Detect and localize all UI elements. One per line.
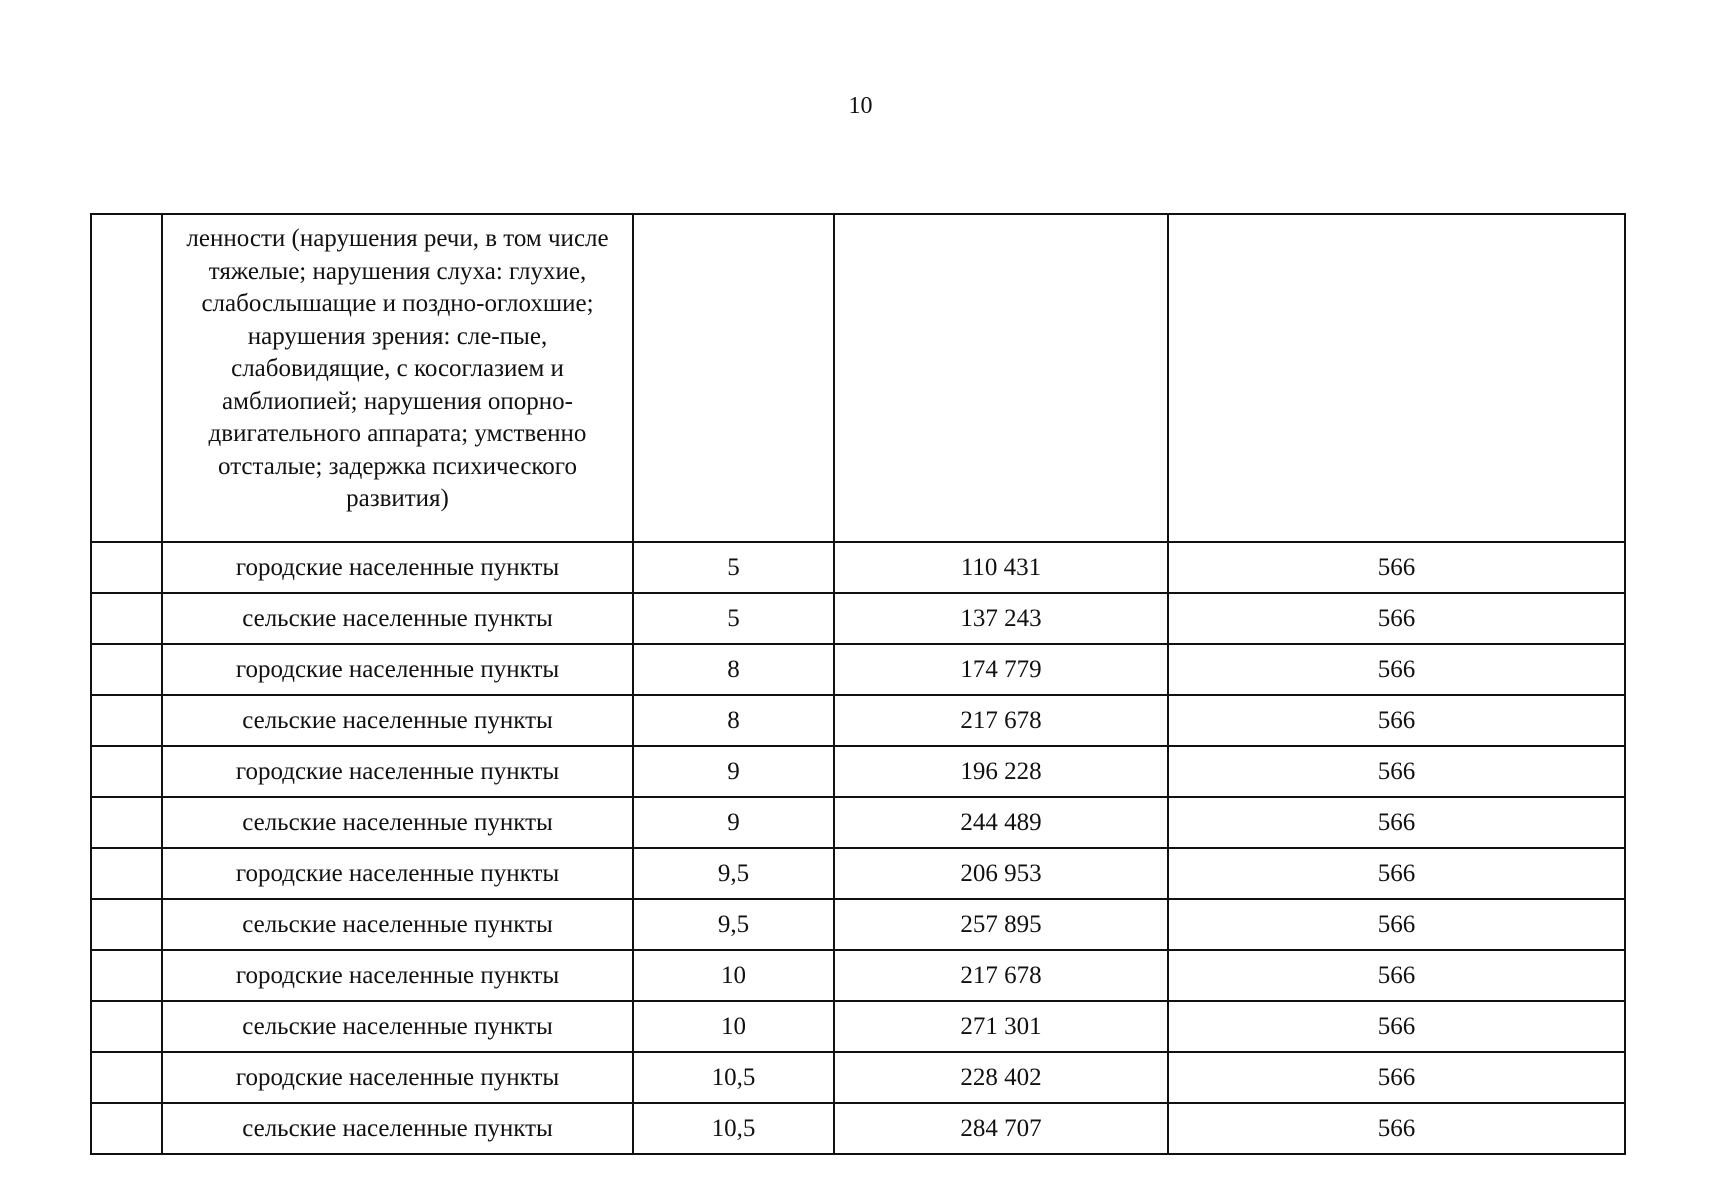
- rate-cell: 566: [1168, 746, 1625, 797]
- table-row: [91, 950, 1625, 1001]
- hours-cell: 10: [633, 950, 834, 1001]
- hours-cell: 9,5: [633, 899, 834, 950]
- empty-cell: [1168, 214, 1625, 542]
- table-row: [91, 1001, 1625, 1052]
- continuation-row: [91, 214, 1625, 542]
- rate-cell: 566: [1168, 1103, 1625, 1154]
- data-table: [90, 213, 1626, 1155]
- index-cell: [91, 1103, 162, 1154]
- table-row: [91, 899, 1625, 950]
- cost-cell: 271 301: [834, 1001, 1168, 1052]
- index-cell: [91, 950, 162, 1001]
- table-row: [91, 695, 1625, 746]
- rate-cell: 566: [1168, 797, 1625, 848]
- continuation-description: ленности (нарушения речи, в том числе тяжелые; нарушения слуха: глухие, слабослышащие и поздно-оглохшие; нарушения зрения: сле-пые, слабовидящие, с косоглазием и амблиопией; нарушения опорно-двигательного аппарата; умственно отсталые; задержка психического развития): [162, 214, 633, 542]
- rate-cell: 566: [1168, 848, 1625, 899]
- hours-cell: 10,5: [633, 1103, 834, 1154]
- cost-cell: 196 228: [834, 746, 1168, 797]
- settlement-type-cell: сельские населенные пункты: [162, 695, 633, 746]
- index-cell: [91, 746, 162, 797]
- index-cell: [91, 214, 162, 542]
- rate-cell: 566: [1168, 593, 1625, 644]
- table-row: [91, 1103, 1625, 1154]
- hours-cell: 10: [633, 1001, 834, 1052]
- rate-cell: 566: [1168, 695, 1625, 746]
- settlement-type-cell: городские населенные пункты: [162, 746, 633, 797]
- rate-cell: 566: [1168, 899, 1625, 950]
- cost-cell: 217 678: [834, 695, 1168, 746]
- index-cell: [91, 644, 162, 695]
- cost-cell: 244 489: [834, 797, 1168, 848]
- hours-cell: 9,5: [633, 848, 834, 899]
- settlement-type-cell: сельские населенные пункты: [162, 899, 633, 950]
- rate-cell: 566: [1168, 644, 1625, 695]
- settlement-type-cell: городские населенные пункты: [162, 644, 633, 695]
- cost-cell: 174 779: [834, 644, 1168, 695]
- index-cell: [91, 542, 162, 593]
- cost-cell: 206 953: [834, 848, 1168, 899]
- rate-cell: 566: [1168, 1052, 1625, 1103]
- index-cell: [91, 593, 162, 644]
- table-row: [91, 644, 1625, 695]
- index-cell: [91, 899, 162, 950]
- page-number: 10: [848, 93, 873, 119]
- hours-cell: 5: [633, 542, 834, 593]
- settlement-type-cell: сельские населенные пункты: [162, 1001, 633, 1052]
- cost-cell: 110 431: [834, 542, 1168, 593]
- settlement-type-cell: городские населенные пункты: [162, 950, 633, 1001]
- settlement-type-cell: сельские населенные пункты: [162, 1103, 633, 1154]
- index-cell: [91, 1052, 162, 1103]
- table-row: [91, 542, 1625, 593]
- index-cell: [91, 1001, 162, 1052]
- table-row: [91, 746, 1625, 797]
- settlement-type-cell: городские населенные пункты: [162, 1052, 633, 1103]
- cost-cell: 257 895: [834, 899, 1168, 950]
- table-row: [91, 593, 1625, 644]
- table-row: [91, 848, 1625, 899]
- empty-cell: [834, 214, 1168, 542]
- cost-cell: 137 243: [834, 593, 1168, 644]
- cost-cell: 284 707: [834, 1103, 1168, 1154]
- rate-cell: 566: [1168, 542, 1625, 593]
- hours-cell: 5: [633, 593, 834, 644]
- cost-cell: 217 678: [834, 950, 1168, 1001]
- settlement-type-cell: сельские населенные пункты: [162, 593, 633, 644]
- empty-cell: [633, 214, 834, 542]
- rate-cell: 566: [1168, 950, 1625, 1001]
- hours-cell: 9: [633, 746, 834, 797]
- cost-cell: 228 402: [834, 1052, 1168, 1103]
- index-cell: [91, 797, 162, 848]
- hours-cell: 10,5: [633, 1052, 834, 1103]
- table-row: [91, 797, 1625, 848]
- hours-cell: 9: [633, 797, 834, 848]
- table-body: [91, 214, 1625, 1154]
- index-cell: [91, 695, 162, 746]
- hours-cell: 8: [633, 644, 834, 695]
- hours-cell: 8: [633, 695, 834, 746]
- table-row: [91, 1052, 1625, 1103]
- settlement-type-cell: сельские населенные пункты: [162, 797, 633, 848]
- settlement-type-cell: городские населенные пункты: [162, 848, 633, 899]
- index-cell: [91, 848, 162, 899]
- settlement-type-cell: городские населенные пункты: [162, 542, 633, 593]
- rate-cell: 566: [1168, 1001, 1625, 1052]
